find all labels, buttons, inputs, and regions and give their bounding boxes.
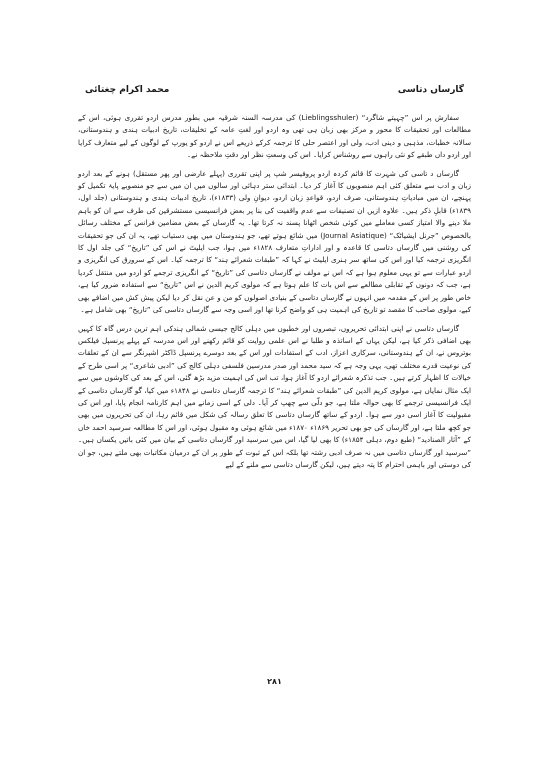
body-text [78, 112, 471, 678]
paragraph: گارساں د تاسی کی شہرت کا قائم کردہ اردو پروفیسر شپ پر اپنی تقرری (پہلے عارضی اور پھر مستقل) ہونے کے بعد اردو زبان و ادب سے متعلق کئی اہم منصوبوں کا آغاز کر دیا۔ ابتدائی ستر دہائی اور سالوں میں ان میں سے جو منصوبے پایۂ تکمیل کو پہنچے، ان میں مبادیاتِ ہندوستانی، صرف اردو، قواعدِ زبان اردو، دیوانِ ولی (۱۸۳۳ء)، تاریخ ادبیات ہندی و ہندوستانی (جلد اول، ۱۸۳۹ء) قابلِ ذکر ہیں۔ علاوہ ازیں ان تصنیفات سے عدم واقفیت کی بنا پر بعض فرانسیسی مستشرقین کی طرف سے ان کو باہم ملا دینے والا امتیاز کسی معاملے میں کوئی شخص اٹھانا پسند نہ کرتا تھا۔ یہ گارساں کے بعض مضامین فرانس کے مختلف رسائل بالخصوص ”جرنل ایشیاٹک“ (Journal Asiatique) میں شائع ہوتے تھے، جو ہندوستان میں بھی دستیاب تھے، یہ ان کی جو تحقیقات کی روشنی میں گارساں دتاسی کا قاعدہ و اور اداراتِ متعارف ۱۸۲۸ء میں ہوا، جب ایلیٹ نے اس کی ”تاریخ“ کی جلد اول کا انگریزی ترجمہ کیا اور اس کی ساتھ سر ہنری ایلیٹ نے کہا کہ ”طبقات شعرائے ہند“ کا ترجمہ کیا۔ اس کے سرورق کی انگریزی و اردو عبارات سے تو یہی معلوم ہوا ہے کہ اس نے مولف نے گارساں دتاسی کی ”تاریخ“ کے انگریزی ترجمے کو اردو میں منتقل کردیا ہے، جب کہ دونوں کے تقابلی مطالعے سے اس بات کا علم ہوتا ہے کہ مولوی کریم الدین نے اس ”تاریخ“ سے استفادہ ضرور کیا ہے، خاص طور پر اس کے مقدمہ میں انہوں نے گارساں دتاسی کے بنیادی اصولوں کو من و عن نقل کر دیا لیکن پیش کش میں اضافے بھی کیے، مولوی صاحب کا مقصد تو تاریخ کی اہمیت ہی کو واضح کرنا تھا اور اسی وجہ سے گارساں دتاسی کی ”تاریخ“ بھی شامل ہے۔ [78, 168, 471, 315]
header-title: گارساں دتاسی [397, 85, 464, 95]
header-author: محمد اکرام چغتائی [85, 85, 170, 95]
running-header [85, 85, 464, 101]
paragraph: گارساں دتاسی نے اپنی ابتدائی تحریروں، تبصروں اور خطبوں میں دہلی کالج جیسی شمالی ہندکی اہم ترین درس گاہ کا کہیں بھی اضافی ذکر کیا ہے، لیکن یہاں کے اساتذہ و طلبا نے اس علمی روایت کو قائم رکھنے اور اس مدرسہ کے پہلے پرنسپل فیلکس بوتروس نے، ان کے ہندوستانی، سرکاری اعزاز، ادب کے استفادات اور اس کے بعد دوسرے پرنسپل ڈاکٹر اشپرنگر سے ان کے تعلقات کی نوعیت قدرے مختلف تھی، یہی وجہ ہے کہ سید محمد اور صدر مدرسین فلسفی دہلی کالج کی ”ادبی شاعری“ پر اسی طرح کے خیالات کا اظہار کرتے ہیں۔ جب تذکرہ شعرائے اردو کا آغاز ہوا، تب اس کی اہمیت مزید بڑھ گئی، اس کے بعد کی کاوشوں میں سے ایک مثال نمایاں ہے، مولوی کریم الدین کی ”طبقات شعرائے ہند“ کا ترجمہ گارساں دتاسی نے ۱۸۴۸ء میں کیا، گو گارساں دتاسی کے ایک فرانسیسی ترجمے کا بھی حوالہ ملتا ہے، جو دلّی سے چھپ کر آیا۔ دلی کے اسی زمانے میں اہم کارنامہ انجام پایا، اور اس کی مقبولیت کا آغاز اسی دور سے ہوا۔ اردو کے ساتھ گارساں دتاسی کا تعلق رسالہ کی شکل میں قائم رہا، ان کی تحریروں میں بھی جو کچھ ملتا ہے، اور گارساں کی جو بھی تحریر ۱۸۶۹ء ۱۸۷۰ء میں شائع ہوئی وہ مقبول ہوئی، اور اس کا مطالعہ سرسید احمد خاں کے ”آثار الصنادید“ (طبع دوم، دہلی ۱۸۵۴ء) کا بھی لیا گیا، اس میں سرسید اور گارساں دتاسی کے بیان میں کئی باتیں یکساں ہیں۔ ”سرسید اور گارساں دتاسی میں نہ صرف ادبی رشتہ تھا بلکہ اس کے ثبوت کے طور پر ان کے درمیان مکاتبات بھی ملتے ہیں، جو ان کی دوستی اور باہمی احترام کا پتہ دیتے ہیں، لیکن گارساں دتاسی سے ملنے کے لیے [78, 323, 471, 469]
paragraph: سفارش پر اس ”چہیتے شاگرد“ (Lieblingsshuler) کی مدرسہ السنہ شرقیہ میں بطور مدرس اردو تقرری ہوئی، اس کے مطالعات اور تحقیقات کا محور و مرکز بھی زبان ہی تھی وہ اردو اور لغتِ عامہ کے تخلیقات، تاریخ ادبیات ہندی و ہندوستانی، سالانہ خطبات، مذہبی و دینی ادب، ولی اور اعتصر حلی کا ترجمہ کرکے ذریعے اس نے اردو کو یورپ کے لوگوں کے لیے متعارف کرایا اور اردو داں طبقے کو نئی راہوں سے روشناس کرایا۔ اس کی وسعتِ نظر اور دقتِ ملاحظہ نے۔ [78, 113, 471, 160]
page-number: ۲۸۱ [267, 677, 282, 686]
